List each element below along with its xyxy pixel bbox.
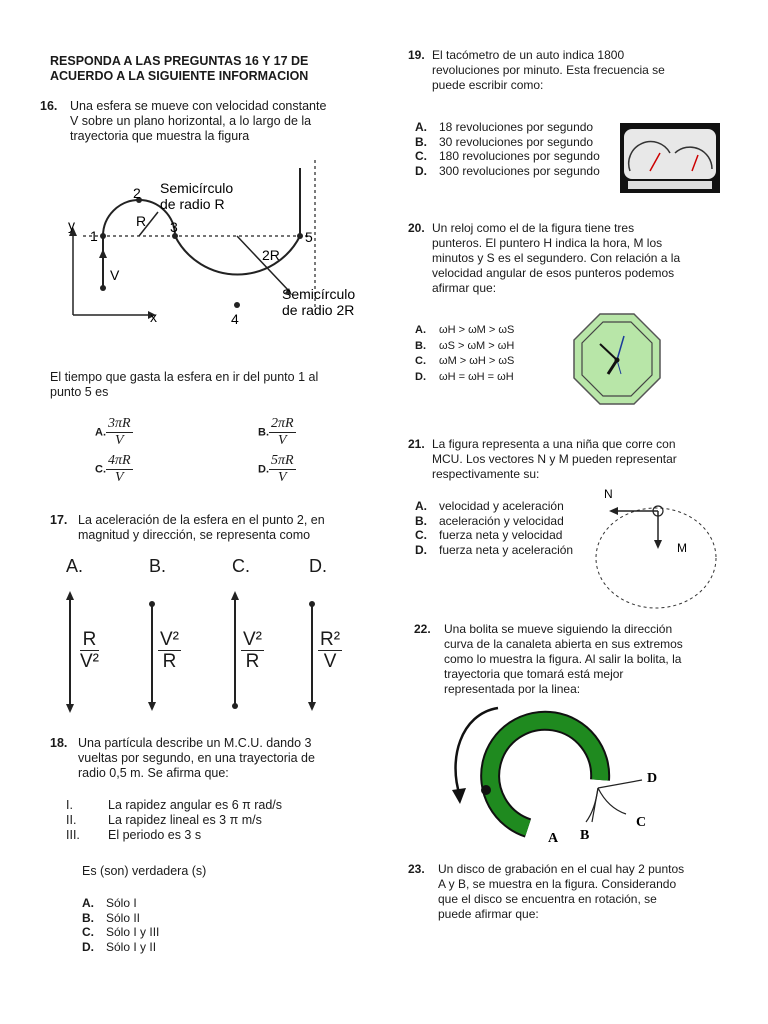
q18-option-b[interactable]: B. Sólo II [82,910,141,925]
q18-options [82,896,159,954]
q19-option-c[interactable]: C. 180 revoluciones por segundo [415,149,600,163]
semicircle-2r-label-1: Semicírculo [282,286,356,302]
q19-option-a[interactable]: A. 18 revoluciones por segundo [415,120,594,134]
semicircle-2r-label-2: de radio 2R [282,302,355,318]
question-20-text: 20. Un reloj como el de la figura tiene tres punteros. El puntero H indica la hora, M los minutos y S es el segundero. Con relación a la velocidad angular de esos punteros podemos afirmar que: [408,221,681,295]
trajectory-figure [60,160,370,330]
point-5 [297,233,303,239]
channel [490,721,600,828]
q21-options [415,499,573,557]
v-label: V [110,267,120,283]
q20-option-d[interactable]: D. ωH = ωH = ωH [415,370,514,383]
q17-arrows [60,590,340,715]
semicircle-r-label-2: de radio R [160,196,225,212]
q21-option-d[interactable]: D. fuerza neta y aceleración [415,542,574,557]
label-point-4: 4 [231,311,239,327]
q17-fraction-b: V² R [160,629,179,672]
semicircle-r-label-1: Semicírculo [160,180,234,196]
clock-figure [572,312,662,407]
question-17-text: 17. La aceleración de la esfera en el punto 2, en magnitud y dirección, se representa como [50,513,325,542]
label-b: B [580,828,590,843]
point-1 [100,233,106,239]
section-header: RESPONDA A LAS PREGUNTAS 16 Y 17 DE ACUERDO A LA SIGUIENTE INFORMACION [50,54,309,83]
q21-option-a[interactable]: A. velocidad y aceleración [415,499,564,513]
q17-fraction-d: R² V [320,629,341,672]
channel-figure [440,700,670,845]
question-23-text: 23. Un disco de grabación en el cual hay 2 puntos A y B, se muestra en la figura. Considerando que el disco se encuentra en rotación, se puede afirmar que: [408,862,685,921]
label-point-2: 2 [133,185,141,201]
q18-option-c[interactable]: C. Sólo I y III [82,925,160,939]
q17-fraction-a: R V² [80,629,99,672]
label-point-5: 5 [305,229,313,245]
statement-ii: II. La rapidez lineal es 3 π m/s [66,813,262,827]
question-22-text: 22. Una bolita se mueve siguiendo la dirección curva de la canaleta abierta en sus extremos como lo muestra la figura. Al salir la bolita, la trayectoria que tomará está mejor representada por la linea: [414,622,683,696]
label-d: D [647,771,658,786]
label-point-3: 3 [170,219,178,235]
question-18-text: 18. Una partícula describe un M.C.U. dando 3 vueltas por segundo, en una trayectoria de radio 0,5 m. Se afirma que: [50,736,315,780]
q20-options [415,323,514,385]
q17-letter-a[interactable]: A. [66,556,84,576]
q17-letter-b[interactable]: B. [149,556,167,576]
q16-option-a[interactable]: A. $\frac{3\pi R}{V}$ [95,416,131,448]
y-label: y [68,217,75,233]
question-21-text: 21. La figura representa a una niña que corre con MCU. Los vectores N y M pueden representar respectivamente su: [408,437,677,481]
q20-option-a[interactable]: A. ωH > ωM > ωS [415,324,515,336]
q17-letter-d[interactable]: D. [309,556,327,576]
q20-option-b[interactable]: B. ωS > ωM > ωH [415,339,515,352]
q21-option-b[interactable]: B. aceleración y velocidad [415,513,564,528]
label-m: M [677,541,687,555]
label-a: A [548,831,559,845]
q17-fraction-c: V² R [243,629,262,672]
question-16-text: 16. Una esfera se mueve con velocidad constante V sobre un plano horizontal, a lo largo de la trayectoria que muestra la figura [40,99,327,143]
ball [481,785,491,795]
q21-option-c[interactable]: C. fuerza neta y velocidad [415,528,563,542]
path-b [586,788,598,822]
path-d [598,780,642,788]
mcu-figure [590,482,720,612]
label-point-1: 1 [90,228,98,244]
q17-letter-c[interactable]: C. [232,556,250,576]
q19-option-b[interactable]: B. 30 revoluciones por segundo [415,134,594,149]
statement-i: I. La rapidez angular es 6 π rad/s [66,798,283,812]
q18-statements [66,798,282,843]
x-label: x [150,309,157,325]
label-n: N [604,487,613,501]
q19-options [415,120,600,178]
radius-2r-label: 2R [262,247,280,263]
statement-iii: III. El periodo es 3 s [66,828,202,842]
label-c: C [636,815,647,830]
q18-prompt: Es (son) verdadera (s) [82,864,207,878]
q18-option-d[interactable]: D. Sólo I y II [82,939,157,954]
q19-option-d[interactable]: D. 300 revoluciones por segundo [415,163,600,178]
q18-option-a[interactable]: A. Sólo I [82,896,137,910]
q16-option-b[interactable]: B. $\frac{2\pi R}{V}$ [258,416,294,448]
q16-option-d[interactable]: D. $\frac{5\pi R}{V}$ [258,453,294,485]
tachometer-image [620,123,720,193]
q16-option-c[interactable]: C. $\frac{4\pi R}{V}$ [95,453,131,485]
radius-r-label: R [136,213,147,229]
path-c [598,788,626,814]
q20-option-c[interactable]: C. ωM > ωH > ωS [415,355,515,367]
question-16-prompt: El tiempo que gasta la esfera en ir del punto 1 al punto 5 es [50,370,319,399]
point-4 [234,302,240,308]
question-19-text: 19. El tacómetro de un auto indica 1800 revoluciones por minuto. Esta frecuencia se puede escribir como: [408,48,665,92]
circular-path [596,508,716,608]
